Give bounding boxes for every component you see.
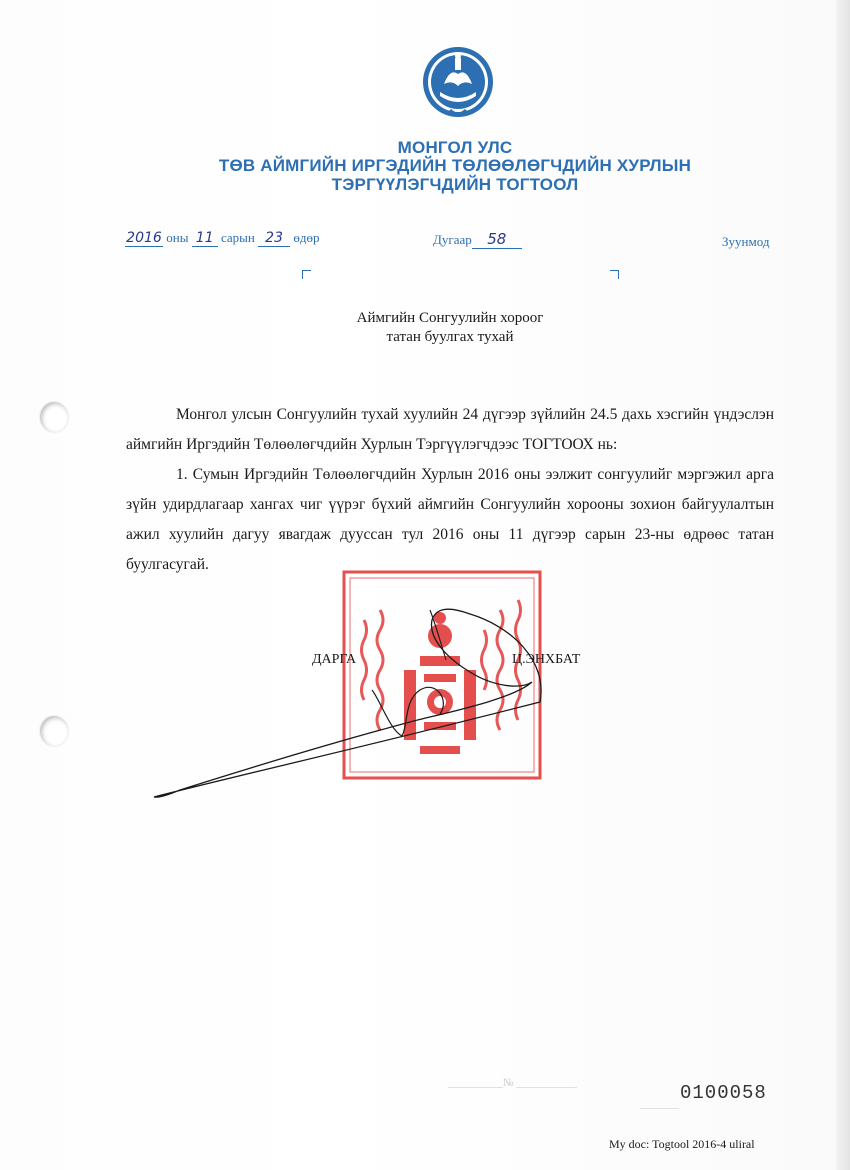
header-council: ТӨВ АЙМГИЙН ИРГЭДИЙН ТӨЛӨӨЛӨГЧДИЙН ХУРЛЫН bbox=[218, 156, 692, 175]
document-number bbox=[433, 230, 522, 249]
punch-hole-top bbox=[40, 402, 68, 432]
date-day: 23 bbox=[258, 230, 290, 247]
signer-name: Ц.ЭНХБАТ bbox=[512, 652, 581, 667]
header-country: МОНГОЛ УЛС bbox=[397, 138, 513, 157]
signer-title: ДАРГА bbox=[312, 652, 357, 667]
footer-doc-ref: My doc: Togtool 2016-4 uliral bbox=[609, 1137, 755, 1151]
subject-line-2: татан буулгах тухай bbox=[386, 329, 514, 345]
corner-mark-left bbox=[302, 270, 311, 279]
serial-number: 0100058 bbox=[680, 1082, 767, 1104]
subject-line-1: Аймгийн Сонгуулийн хороог bbox=[356, 310, 544, 326]
resolution-body bbox=[126, 400, 774, 580]
header-doc-type: ТЭРГҮҮЛЭГЧДИЙН ТОГТООЛ bbox=[331, 175, 579, 194]
date-day-suffix: өдөр bbox=[290, 230, 320, 245]
official-stamp bbox=[342, 570, 542, 780]
number-label: Дугаар bbox=[433, 232, 472, 247]
date-year: 2016 bbox=[126, 230, 162, 246]
faint-bleed-text-2: _______ bbox=[640, 1098, 679, 1110]
state-emblem-icon bbox=[420, 44, 496, 120]
body-paragraph-1: Монгол улсын Сонгуулийн тухай хуулийн 24 дүгээр зүйлийн 24.5 дахь хэсгийн үндэслэн аймгийн Иргэдийн Төлөөлөгчдийн Хурлын Тэргүүлэгчдээс ТОГТООХ нь: bbox=[126, 406, 774, 453]
corner-mark-right bbox=[610, 270, 619, 279]
body-paragraph-2: 1. Сумын Иргэдийн Төлөөлөгчдийн Хурлын 2016 оны ээлжит сонгуулийг мэргэжил арга зүйн удирдлагаар хангах чиг үүрэг бүхий аймгийн Сонгуулийн хорооны зохион байгуулалтын ажил хуулийн дагуу явагдаж дууссан тул 2016 оны 11 дүгээр сарын 23-ны өдрөөс татан буулгасугай. bbox=[126, 466, 774, 573]
subject-title bbox=[0, 309, 850, 347]
date-month: 11 bbox=[192, 230, 218, 247]
faint-bleed-text-1: __________№ ___________ bbox=[448, 1077, 577, 1089]
date-year-suffix: оны bbox=[163, 230, 189, 245]
number-value: 58 bbox=[472, 230, 522, 249]
punch-hole-bottom bbox=[40, 716, 68, 746]
date-line bbox=[125, 230, 319, 247]
date-month-suffix: сарын bbox=[217, 230, 255, 245]
place-name: Зуунмод bbox=[722, 234, 770, 249]
